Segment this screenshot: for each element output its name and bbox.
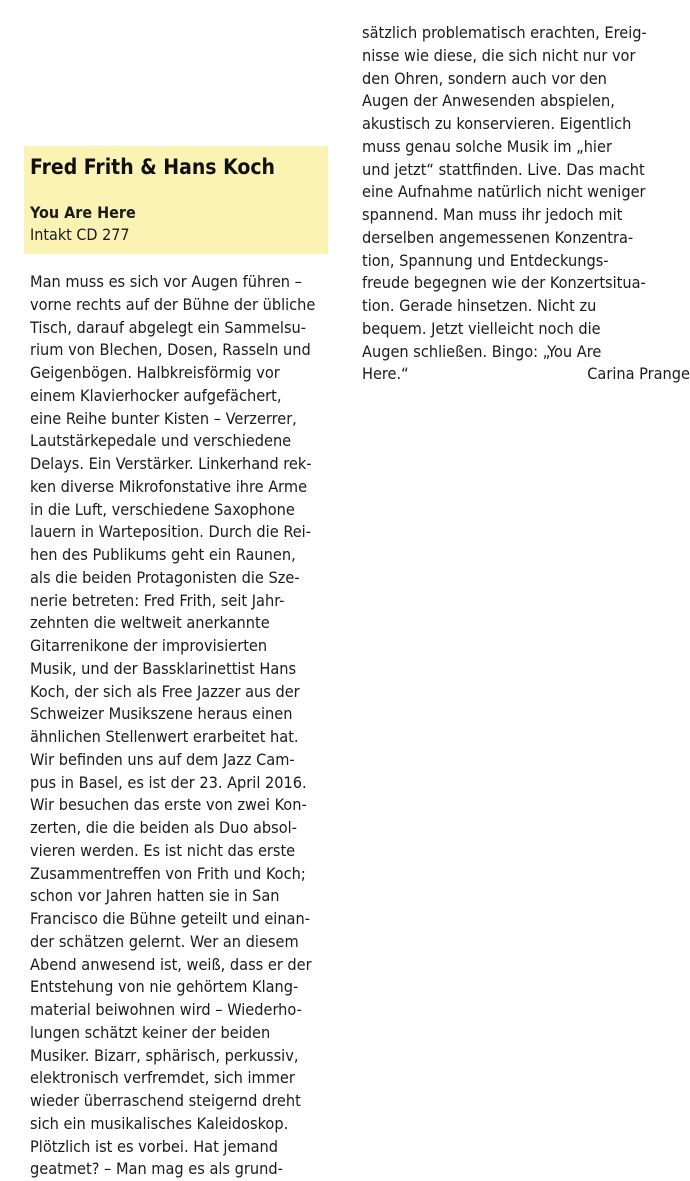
body-text-line: Plötzlich ist es vorbei. Hat jemand bbox=[30, 1136, 279, 1156]
body-text-line: geatmet? – Man mag es als grund- bbox=[30, 1159, 283, 1179]
body-text-line: in die Luft, verschiedene Saxophone bbox=[30, 499, 295, 519]
body-text-line: der schätzen gelernt. Wer an diesem bbox=[30, 931, 299, 951]
body-text-line: als die beiden Protagonisten die Sze- bbox=[30, 567, 300, 587]
body-text-line: Geigenbögen. Halbkreisförmig vor bbox=[30, 363, 280, 382]
body-text-line: einem Klavierhocker aufgefächert, bbox=[30, 385, 282, 405]
body-text-line: Musiker. Bizarr, sphärisch, perkussiv, bbox=[30, 1045, 299, 1065]
body-text-line: tion, Spannung und Entdeckungs- bbox=[362, 250, 609, 270]
body-text-line: bequem. Jetzt vielleicht noch die bbox=[362, 318, 601, 338]
body-text-line: Augen schließen. Bingo: „You Are bbox=[362, 341, 602, 361]
body-text-line: Francisco die Bühne geteilt und einan- bbox=[30, 909, 310, 928]
body-text-line: Man muss es sich vor Augen führen – bbox=[30, 272, 302, 291]
body-text-line: Wir besuchen das erste von zwei Kon- bbox=[30, 795, 307, 815]
body-text-line: eine Reihe bunter Kisten – Verzerrer, bbox=[30, 408, 297, 428]
body-text-line: Musik, und der Bassklarinettist Hans bbox=[30, 658, 297, 678]
body-text-line: lungen schätzt keiner der beiden bbox=[30, 1022, 271, 1042]
body-text-line: vieren werden. Es ist nicht das erste bbox=[30, 840, 296, 860]
body-text-line: material beiwohnen wird – Wiederho- bbox=[30, 1000, 302, 1019]
body-text-line: hen des Publikums geht ein Raunen, bbox=[30, 545, 296, 564]
body-text-line: spannend. Man muss ihr jedoch mit bbox=[362, 205, 623, 224]
body-text-line: rium von Blechen, Dosen, Rasseln und bbox=[30, 340, 311, 360]
body-text-line: Gitarrenikone der improvisierten bbox=[30, 636, 268, 655]
body-text-line: tion. Gerade hinsetzen. Nicht zu bbox=[362, 296, 597, 315]
review-body-left-column bbox=[30, 271, 335, 1181]
body-text-line: Entstehung von nie gehörtem Klang- bbox=[30, 977, 299, 997]
body-text-line: pus in Basel, es ist der 23. April 2016. bbox=[30, 772, 307, 792]
body-text-line: sich ein musikalisches Kaleidoskop. bbox=[30, 1113, 289, 1133]
body-text-line: Augen der Anwesenden abspielen, bbox=[362, 91, 615, 111]
body-text-line: sätzlich problematisch erachten, Ereig- bbox=[362, 23, 647, 42]
album-title: You Are Here bbox=[30, 203, 136, 222]
body-text-line: Delays. Ein Verstärker. Linkerhand rek- bbox=[30, 454, 312, 473]
body-text-line: Lautstärkepedale und verschiedene bbox=[30, 431, 292, 451]
body-text-line: zehnten die weltweit anerkannte bbox=[30, 613, 270, 633]
closing-line bbox=[362, 363, 690, 386]
body-text-line: Tisch, darauf abgelegt ein Sammelsu- bbox=[30, 317, 307, 337]
catalog-label: Intakt CD 277 bbox=[30, 225, 130, 244]
review-author: Carina Prange bbox=[587, 364, 690, 384]
review-body-right-column bbox=[362, 22, 690, 386]
body-text-line: vorne rechts auf der Bühne der übliche bbox=[30, 294, 316, 314]
body-text-line: zerten, die die beiden als Duo absol- bbox=[30, 818, 297, 837]
body-text-line: elektronisch verfremdet, sich immer bbox=[30, 1068, 295, 1088]
body-text-line: derselben angemessenen Konzentra- bbox=[362, 227, 634, 247]
body-text-line: Schweizer Musikszene heraus einen bbox=[30, 704, 293, 724]
body-text-line: Abend anwesend ist, weiß, dass er der bbox=[30, 954, 312, 974]
body-text-line: Here.“ bbox=[362, 364, 409, 384]
artist-title: Fred Frith & Hans Koch bbox=[30, 155, 276, 179]
body-text-line: nisse wie diese, die sich nicht nur vor bbox=[362, 45, 636, 65]
body-text-line: wieder überraschend steigernd dreht bbox=[30, 1091, 301, 1110]
body-text-line: muss genau solche Musik im „hier bbox=[362, 136, 612, 156]
body-text-line: Wir befinden uns auf dem Jazz Cam- bbox=[30, 749, 295, 769]
body-text-line: schon vor Jahren hatten sie in San bbox=[30, 886, 280, 906]
body-text-line: lauern in Warteposition. Durch die Rei- bbox=[30, 522, 311, 542]
body-text-line: akustisch zu konservieren. Eigentlich bbox=[362, 114, 632, 133]
body-text-line: eine Aufnahme natürlich nicht weniger bbox=[362, 182, 646, 202]
body-text-line: nerie betreten: Fred Frith, seit Jahr- bbox=[30, 590, 285, 610]
body-text-line: freude begegnen wie der Konzertsitua- bbox=[362, 273, 646, 293]
body-text-line: und jetzt“ stattfinden. Live. Das macht bbox=[362, 159, 645, 179]
body-text-line: ken diverse Mikrofonstative ihre Arme bbox=[30, 476, 308, 496]
body-text-line: Koch, der sich als Free Jazzer aus der bbox=[30, 681, 300, 701]
body-text-line: den Ohren, sondern auch vor den bbox=[362, 68, 607, 88]
body-text-line: ähnlichen Stellenwert erarbeitet hat. bbox=[30, 727, 299, 746]
body-text-line: Zusammentreffen von Frith und Koch; bbox=[30, 863, 306, 883]
